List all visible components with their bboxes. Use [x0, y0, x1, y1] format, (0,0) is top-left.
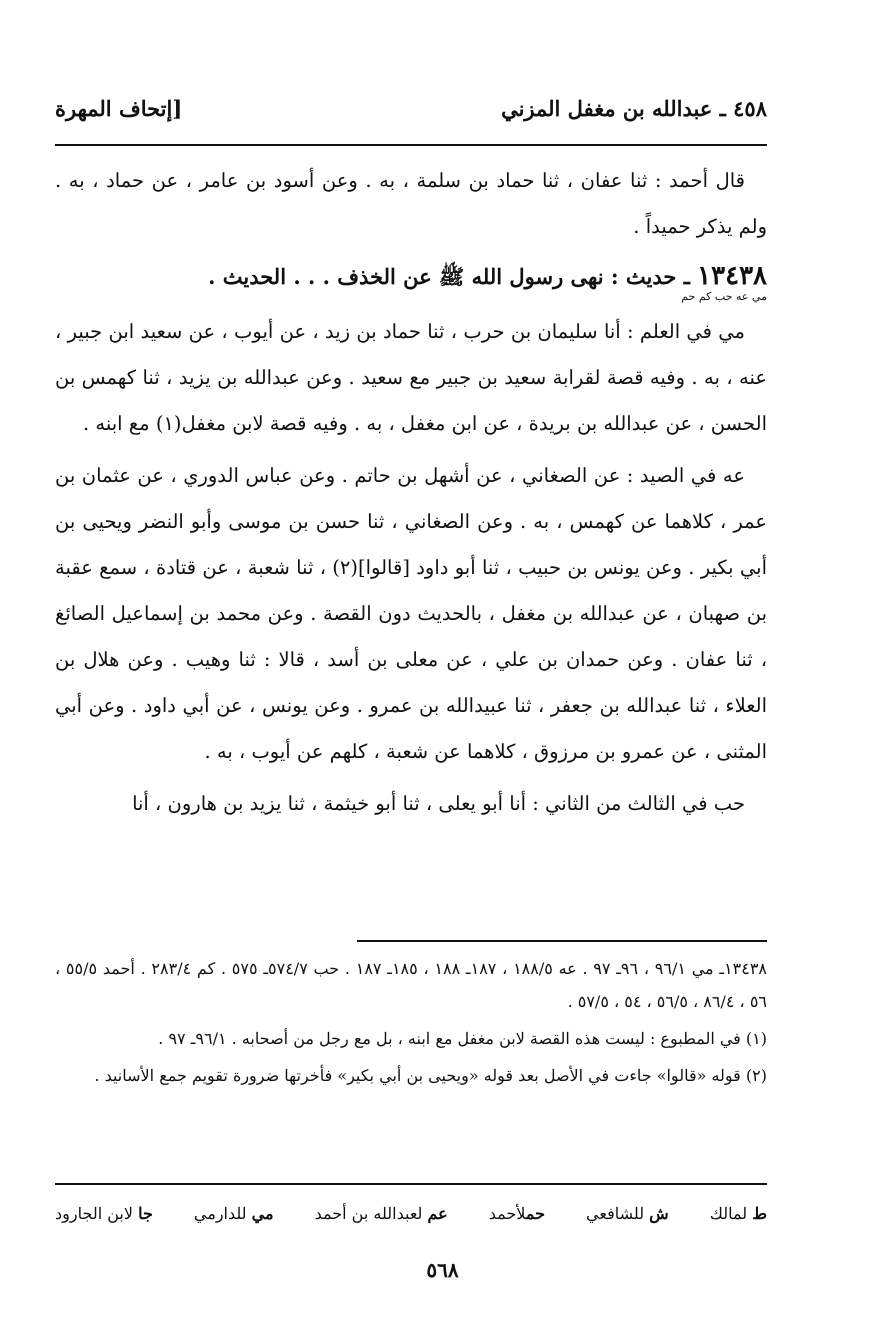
abbr-item: جا لابن الجارود	[55, 1203, 153, 1223]
page-number: ٥٦٨	[426, 1258, 459, 1282]
footnote-references: ١٣٤٣٨ـ مي ٩٦/١ ، ٩٦ـ ٩٧ . عه ١٨٨/٥ ، ١٨٧ـ ١٨٨ ، ١٨٥ـ ١٨٧ . حب ٥٧٤/٧ـ ٥٧٥ . كم ٢٨٣/٤ . أحمد ٥٥/٥ ، ٥٦ ، ٨٦/٤ ، ٥٦/٥ ، ٥٤ ، ٥٧/٥ .	[55, 959, 768, 1011]
abbr-item: عم لعبدالله بن أحمد	[314, 1203, 448, 1223]
book-title: [إتحاف المهرة	[55, 95, 183, 121]
paragraph-darimi: مي في العلم : أنا سليمان بن حرب ، ثنا حماد بن زيد ، عن أيوب ، عن سعيد ابن جبير ، عنه ، به . وفيه قصة لقرابة سعيد بن جبير مع سعيد . وعن عبدالله بن يزيد ، ثنا كهمس بن الحسن ، عن عبدالله بن بريدة ، عن ابن مغفل ، به . وفيه قصة لابن مغفل(١) مع ابنه .	[55, 320, 767, 435]
main-text	[55, 158, 767, 833]
paragraph-abu-awana: عه في الصيد : عن الصغاني ، عن أشهل بن حاتم . وعن عباس الدوري ، عن عثمان بن عمر ، كلاهما عن كهمس ، به . وعن الصغاني ، ثنا حسن بن موسى وأبو النضر ويحيى بن أبي بكير . وعن يونس بن حبيب ، ثنا أبو داود [قالوا](٢) ، ثنا شعبة ، عن قتادة ، سمع عقبة بن صهبان ، عن عبدالله بن مغفل ، بالحديث دون القصة . وعن محمد بن إسماعيل الصائغ ، ثنا عفان . وعن حمدان بن علي ، عن معلى بن أسد ، قالا : ثنا وهيب . وعن هلال بن العلاء ، ثنا عبدالله بن جعفر ، ثنا عبيدالله بن عمرو . وعن يونس ، عن أبي داود . وعن أبي المثنى ، عن عمرو بن مرزوق ، كلاهما عن شعبة ، كلهم عن أيوب ، به .	[55, 464, 767, 763]
hadith-sigla: مي عه حب كم حم	[681, 290, 767, 303]
abbr-item: مي للدارمي	[193, 1203, 274, 1223]
abbreviations-rule	[55, 1183, 767, 1185]
chapter-title: ٤٥٨ ـ عبدالله بن مغفل المزني	[501, 95, 767, 121]
running-header	[55, 88, 767, 128]
footnote-1: (١) في المطبوع : ليست هذه القصة لابن مغفل مع ابنه ، بل مع رجل من أصحابه . ٩٦/١ـ ٩٧ .	[158, 1029, 767, 1048]
abbr-item: ط لمالك	[709, 1203, 767, 1223]
footnote-2: (٢) قوله «قالوا» جاءت في الأصل بعد قوله «ويحيى بن أبي بكير» فأخرتها ضرورة تقويم جمع الأسانيد .	[94, 1066, 767, 1085]
abbreviation-key	[55, 1196, 767, 1230]
paragraph-ibn-hibban: حب في الثالث من الثاني : أنا أبو يعلى ، ثنا أبو خيثمة ، ثنا يزيد بن هارون ، أنا	[132, 792, 745, 815]
header-rule	[55, 144, 767, 146]
abbr-item: حملأحمد	[488, 1203, 545, 1223]
paragraph-ahmad: قال أحمد : ثنا عفان ، ثنا حماد بن سلمة ، به . وعن أسود بن عامر ، عن حماد ، به . ولم يذكر حميداً .	[55, 169, 767, 238]
abbr-item: ش للشافعي	[586, 1203, 669, 1223]
footnotes	[55, 952, 767, 1096]
hadith-number: ١٣٤٣٨	[697, 261, 767, 291]
footnote-rule	[357, 940, 767, 942]
hadith-title: ـ حديث : نهى رسول الله ﷺ عن الخذف . . . الحديث .	[208, 264, 690, 289]
